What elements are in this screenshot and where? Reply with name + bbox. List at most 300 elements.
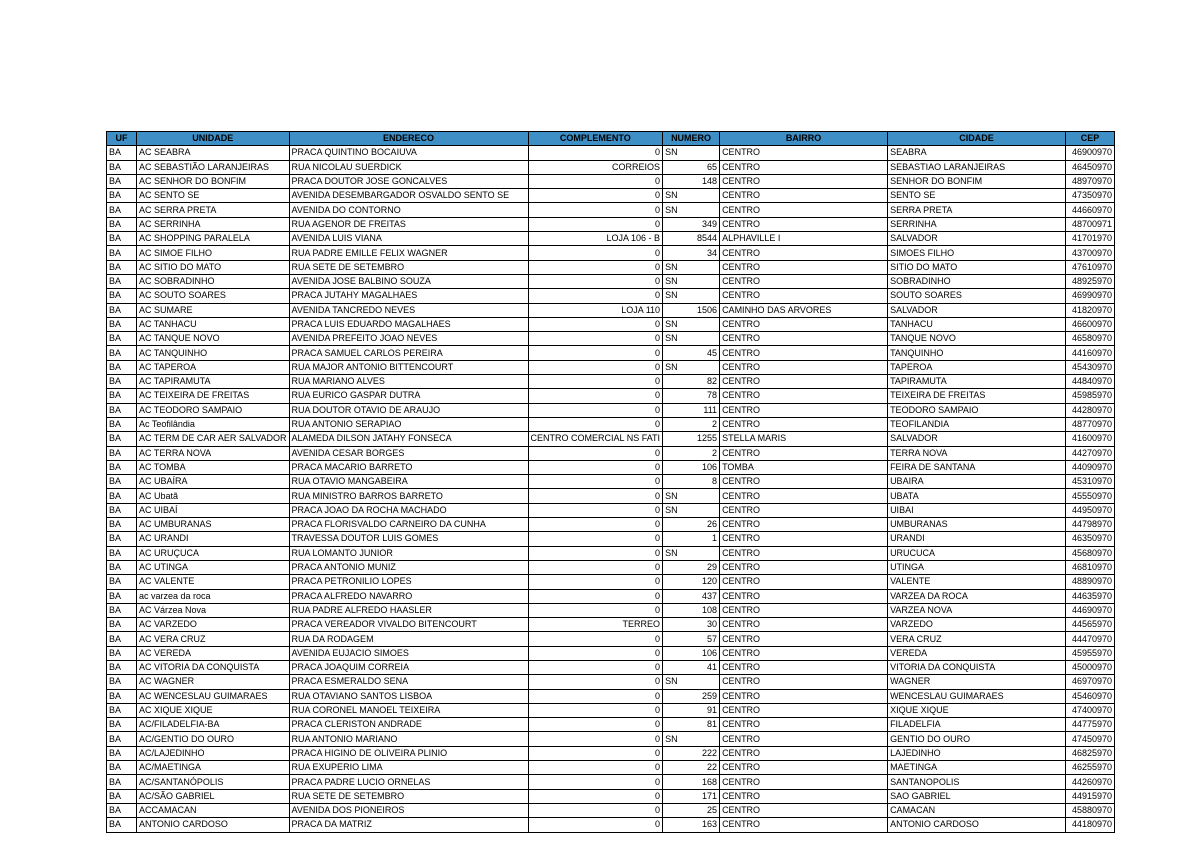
cell-unidade: AC SENTO SE [137,189,290,203]
cell-complemento: 0 [528,675,663,689]
cell-complemento: 0 [528,632,663,646]
cell-complemento: CORREIOS [528,160,663,174]
cell-endereco: RUA MARIANO ALVES [289,375,528,389]
cell-unidade: AC TANQUINHO [137,346,290,360]
cell-complemento: LOJA 106 - B [528,232,663,246]
cell-complemento: 0 [528,346,663,360]
cell-complemento: 0 [528,603,663,617]
cell-cidade: VEREDA [888,646,1066,660]
cell-endereco: AVENIDA LUIS VIANA [289,232,528,246]
cell-uf: BA [107,775,137,789]
cell-endereco: RUA DOUTOR OTAVIO DE ARAUJO [289,403,528,417]
table-row [107,274,1115,288]
cell-complemento: 0 [528,546,663,560]
cell-unidade: AC/SÃO GABRIEL [137,789,290,803]
cell-cidade: SALVADOR [888,303,1066,317]
cell-complemento: 0 [528,660,663,674]
cell-complemento: 0 [528,818,663,832]
cell-unidade: AC URANDI [137,532,290,546]
cell-bairro: CENTRO [720,518,888,532]
table-row [107,389,1115,403]
cell-cidade: SAO GABRIEL [888,789,1066,803]
cell-cep: 45460970 [1066,689,1115,703]
cell-endereco: PRACA HIGINO DE OLIVEIRA PLINIO [289,746,528,760]
cell-numero: 222 [663,746,720,760]
cell-unidade: AC UTINGA [137,560,290,574]
cell-bairro: CENTRO [720,575,888,589]
table-row [107,718,1115,732]
cell-complemento: 0 [528,246,663,260]
cell-endereco: RUA LOMANTO JUNIOR [289,546,528,560]
cell-endereco: PRACA PETRONILIO LOPES [289,575,528,589]
cell-cidade: SOBRADINHO [888,274,1066,288]
cell-endereco: PRACA MACARIO BARRETO [289,460,528,474]
cell-uf: BA [107,232,137,246]
cell-cep: 46450970 [1066,160,1115,174]
cell-cidade: FILADELFIA [888,718,1066,732]
table-body [107,146,1115,832]
cell-endereco: RUA ANTONIO MARIANO [289,732,528,746]
cell-bairro: CENTRO [720,274,888,288]
cell-uf: BA [107,560,137,574]
cell-unidade: AC SOBRADINHO [137,274,290,288]
cell-uf: BA [107,432,137,446]
cell-endereco: RUA NICOLAU SUERDICK [289,160,528,174]
cell-uf: BA [107,718,137,732]
cell-bairro: CENTRO [720,160,888,174]
cell-bairro: CENTRO [720,818,888,832]
cell-uf: BA [107,189,137,203]
cell-cidade: SITIO DO MATO [888,260,1066,274]
cell-complemento: 0 [528,503,663,517]
column-header-unidade: UNIDADE [137,132,290,146]
cell-cep: 44660970 [1066,203,1115,217]
cell-bairro: CENTRO [720,174,888,188]
cell-cidade: SERRA PRETA [888,203,1066,217]
cell-complemento: 0 [528,803,663,817]
cell-bairro: CENTRO [720,403,888,417]
cell-complemento: 0 [528,475,663,489]
cell-numero: 26 [663,518,720,532]
cell-cep: 46970970 [1066,675,1115,689]
cell-cep: 45310970 [1066,475,1115,489]
cell-numero: SN [663,732,720,746]
cell-cep: 47350970 [1066,189,1115,203]
cell-cidade: SALVADOR [888,432,1066,446]
cell-unidade: AC SENHOR DO BONFIM [137,174,290,188]
cell-complemento: 0 [528,718,663,732]
table-row [107,789,1115,803]
cell-complemento: 0 [528,689,663,703]
cell-unidade: AC UIBAÍ [137,503,290,517]
table-row [107,803,1115,817]
cell-complemento: 0 [528,589,663,603]
cell-cep: 44775970 [1066,718,1115,732]
cell-cep: 48970970 [1066,174,1115,188]
table-row [107,675,1115,689]
table-row [107,560,1115,574]
cell-bairro: CENTRO [720,775,888,789]
cell-complemento: 0 [528,217,663,231]
cell-uf: BA [107,803,137,817]
cell-uf: BA [107,360,137,374]
cell-unidade: AC TOMBA [137,460,290,474]
cell-uf: BA [107,317,137,331]
cell-cidade: TANHACU [888,317,1066,331]
cell-cep: 44470970 [1066,632,1115,646]
cell-numero: SN [663,489,720,503]
cell-bairro: CENTRO [720,560,888,574]
table-row [107,446,1115,460]
cell-endereco: PRACA ANTONIO MUNIZ [289,560,528,574]
cell-endereco: AVENIDA JOSE BALBINO SOUZA [289,274,528,288]
table-row [107,246,1115,260]
cell-cidade: UBATA [888,489,1066,503]
cell-cidade: SALVADOR [888,232,1066,246]
cell-endereco: PRACA LUIS EDUARDO MAGALHAES [289,317,528,331]
cell-uf: BA [107,174,137,188]
table-row [107,475,1115,489]
cell-cidade: WAGNER [888,675,1066,689]
cell-unidade: ACCAMACAN [137,803,290,817]
cell-unidade: AC Várzea Nova [137,603,290,617]
cell-uf: BA [107,746,137,760]
cell-unidade: AC UBAÍRA [137,475,290,489]
cell-numero: 91 [663,703,720,717]
cell-cep: 44950970 [1066,503,1115,517]
cell-bairro: CENTRO [720,375,888,389]
cell-bairro: CENTRO [720,746,888,760]
cell-uf: BA [107,460,137,474]
cell-unidade: AC TANHACU [137,317,290,331]
cell-endereco: AVENIDA CESAR BORGES [289,446,528,460]
cell-cidade: WENCESLAU GUIMARAES [888,689,1066,703]
cell-cep: 46580970 [1066,332,1115,346]
cell-bairro: CAMINHO DAS ARVORES [720,303,888,317]
table-row [107,489,1115,503]
cell-uf: BA [107,603,137,617]
cell-unidade: AC UMBURANAS [137,518,290,532]
cell-uf: BA [107,789,137,803]
cell-endereco: RUA MAJOR ANTONIO BITTENCOURT [289,360,528,374]
cell-numero: 1506 [663,303,720,317]
cell-endereco: PRACA JUTAHY MAGALHAES [289,289,528,303]
cell-unidade: AC TAPIRAMUTA [137,375,290,389]
cell-numero: 437 [663,589,720,603]
cell-cidade: SIMOES FILHO [888,246,1066,260]
cell-numero: 78 [663,389,720,403]
table-row [107,160,1115,174]
cell-unidade: AC/MAETINGA [137,761,290,775]
cell-uf: BA [107,818,137,832]
table-row [107,575,1115,589]
cell-unidade: AC SUMARE [137,303,290,317]
cell-cidade: TEODORO SAMPAIO [888,403,1066,417]
cell-numero: 22 [663,761,720,775]
cell-cidade: MAETINGA [888,761,1066,775]
cell-cidade: TANQUINHO [888,346,1066,360]
cell-unidade: ac varzea da roca [137,589,290,603]
cell-bairro: STELLA MARIS [720,432,888,446]
cell-cidade: FEIRA DE SANTANA [888,460,1066,474]
column-header-numero: NUMERO [663,132,720,146]
cell-bairro: CENTRO [720,503,888,517]
cell-complemento: 0 [528,146,663,160]
cell-cidade: URUCUCA [888,546,1066,560]
cell-complemento: 0 [528,789,663,803]
cell-uf: BA [107,518,137,532]
cell-endereco: PRACA PADRE LUCIO ORNELAS [289,775,528,789]
cell-unidade: AC VERA CRUZ [137,632,290,646]
cell-numero: 106 [663,460,720,474]
cell-complemento: 0 [528,761,663,775]
cell-bairro: CENTRO [720,646,888,660]
cell-cidade: SENTO SE [888,189,1066,203]
cell-complemento: 0 [528,375,663,389]
cell-numero: SN [663,503,720,517]
cell-endereco: RUA SETE DE SETEMBRO [289,789,528,803]
cell-cidade: VARZEA DA ROCA [888,589,1066,603]
cell-numero: SN [663,289,720,303]
cell-numero: 8 [663,475,720,489]
cell-unidade: AC VALENTE [137,575,290,589]
cell-bairro: CENTRO [720,246,888,260]
cell-unidade: AC SIMOE FILHO [137,246,290,260]
cell-uf: BA [107,618,137,632]
cell-cep: 44090970 [1066,460,1115,474]
cell-bairro: ALPHAVILLE I [720,232,888,246]
cell-cidade: VITORIA DA CONQUISTA [888,660,1066,674]
cell-bairro: CENTRO [720,632,888,646]
cell-endereco: RUA PADRE EMILLE FELIX WAGNER [289,246,528,260]
cell-unidade: AC URUÇUCA [137,546,290,560]
cell-endereco: PRACA VEREADOR VIVALDO BITENCOURT [289,618,528,632]
cell-cep: 47610970 [1066,260,1115,274]
cell-bairro: CENTRO [720,360,888,374]
table-row [107,417,1115,431]
cell-complemento: 0 [528,403,663,417]
table-row [107,217,1115,231]
address-table [106,131,1115,833]
cell-numero: SN [663,675,720,689]
cell-numero: 57 [663,632,720,646]
column-header-cidade: CIDADE [888,132,1066,146]
cell-numero: 30 [663,618,720,632]
cell-cidade: LAJEDINHO [888,746,1066,760]
table-row [107,203,1115,217]
cell-endereco: RUA OTAVIANO SANTOS LISBOA [289,689,528,703]
cell-numero: 111 [663,403,720,417]
cell-bairro: CENTRO [720,689,888,703]
cell-unidade: AC TERM DE CAR AER SALVADOR [137,432,290,446]
cell-cep: 46810970 [1066,560,1115,574]
cell-cep: 44690970 [1066,603,1115,617]
table-row [107,703,1115,717]
cell-bairro: CENTRO [720,260,888,274]
cell-numero: SN [663,189,720,203]
cell-uf: BA [107,532,137,546]
cell-numero: 82 [663,375,720,389]
cell-unidade: AC VARZEDO [137,618,290,632]
cell-cep: 47400970 [1066,703,1115,717]
cell-uf: BA [107,489,137,503]
cell-endereco: RUA CORONEL MANOEL TEIXEIRA [289,703,528,717]
cell-bairro: CENTRO [720,589,888,603]
cell-numero: 25 [663,803,720,817]
cell-cep: 47450970 [1066,732,1115,746]
cell-endereco: TRAVESSA DOUTOR LUIS GOMES [289,532,528,546]
cell-cep: 44840970 [1066,375,1115,389]
cell-numero: 106 [663,646,720,660]
cell-complemento: 0 [528,274,663,288]
cell-uf: BA [107,346,137,360]
cell-bairro: CENTRO [720,789,888,803]
cell-endereco: AVENIDA PREFEITO JOAO NEVES [289,332,528,346]
cell-endereco: RUA PADRE ALFREDO HAASLER [289,603,528,617]
cell-bairro: CENTRO [720,675,888,689]
cell-unidade: AC VEREDA [137,646,290,660]
cell-cep: 46990970 [1066,289,1115,303]
cell-cidade: URANDI [888,532,1066,546]
column-header-endereco: ENDERECO [289,132,528,146]
cell-cidade: SEABRA [888,146,1066,160]
cell-numero: 108 [663,603,720,617]
table-row [107,818,1115,832]
cell-unidade: AC/LAJEDINHO [137,746,290,760]
cell-complemento: 0 [528,775,663,789]
table-row [107,660,1115,674]
cell-numero: 168 [663,775,720,789]
table-row [107,503,1115,517]
cell-uf: BA [107,689,137,703]
cell-bairro: CENTRO [720,703,888,717]
cell-complemento: 0 [528,360,663,374]
cell-numero: SN [663,317,720,331]
table-row [107,360,1115,374]
cell-cidade: VARZEDO [888,618,1066,632]
cell-complemento: TERREO [528,618,663,632]
cell-complemento: 0 [528,260,663,274]
cell-uf: BA [107,260,137,274]
table-row [107,332,1115,346]
cell-bairro: TOMBA [720,460,888,474]
cell-endereco: ALAMEDA DILSON JATAHY FONSECA [289,432,528,446]
cell-numero: 34 [663,246,720,260]
cell-unidade: AC/FILADELFIA-BA [137,718,290,732]
cell-bairro: CENTRO [720,732,888,746]
cell-unidade: AC TEIXEIRA DE FREITAS [137,389,290,403]
header-row [107,132,1115,146]
cell-unidade: AC WENCESLAU GUIMARAES [137,689,290,703]
cell-bairro: CENTRO [720,289,888,303]
table-row [107,174,1115,188]
table-row [107,317,1115,331]
cell-cidade: TEIXEIRA DE FREITAS [888,389,1066,403]
cell-cep: 45430970 [1066,360,1115,374]
cell-cep: 44915970 [1066,789,1115,803]
cell-bairro: CENTRO [720,389,888,403]
cell-endereco: AVENIDA TANCREDO NEVES [289,303,528,317]
cell-cep: 45955970 [1066,646,1115,660]
cell-cidade: SEBASTIAO LARANJEIRAS [888,160,1066,174]
column-header-uf: UF [107,132,137,146]
column-header-cep: CEP [1066,132,1115,146]
cell-unidade: AC SITIO DO MATO [137,260,290,274]
cell-unidade: AC TANQUE NOVO [137,332,290,346]
cell-bairro: CENTRO [720,761,888,775]
table-row [107,632,1115,646]
table-row [107,546,1115,560]
cell-unidade: AC/GENTIO DO OURO [137,732,290,746]
cell-bairro: CENTRO [720,660,888,674]
cell-cep: 45985970 [1066,389,1115,403]
cell-uf: BA [107,761,137,775]
cell-complemento: CENTRO COMERCIAL NS FATI [528,432,663,446]
table-row [107,346,1115,360]
cell-numero: 1255 [663,432,720,446]
cell-numero: 2 [663,446,720,460]
cell-cidade: UTINGA [888,560,1066,574]
table-row [107,403,1115,417]
cell-uf: BA [107,274,137,288]
cell-complemento: LOJA 110 [528,303,663,317]
cell-bairro: CENTRO [720,417,888,431]
cell-uf: BA [107,289,137,303]
table-row [107,603,1115,617]
cell-bairro: CENTRO [720,603,888,617]
cell-complemento: 0 [528,174,663,188]
cell-uf: BA [107,403,137,417]
cell-complemento: 0 [528,646,663,660]
cell-uf: BA [107,703,137,717]
cell-unidade: Ac Teofilândia [137,417,290,431]
cell-unidade: AC XIQUE XIQUE [137,703,290,717]
cell-endereco: PRACA JOAQUIM CORREIA [289,660,528,674]
cell-complemento: 0 [528,189,663,203]
cell-complemento: 0 [528,560,663,574]
cell-cep: 45550970 [1066,489,1115,503]
cell-numero: 65 [663,160,720,174]
cell-complemento: 0 [528,703,663,717]
cell-uf: BA [107,160,137,174]
cell-bairro: CENTRO [720,203,888,217]
cell-cidade: ANTONIO CARDOSO [888,818,1066,832]
table-row [107,689,1115,703]
cell-endereco: RUA DA RODAGEM [289,632,528,646]
cell-cep: 45680970 [1066,546,1115,560]
cell-endereco: RUA AGENOR DE FREITAS [289,217,528,231]
cell-complemento: 0 [528,746,663,760]
cell-unidade: AC Ubatã [137,489,290,503]
cell-complemento: 0 [528,446,663,460]
cell-cep: 41820970 [1066,303,1115,317]
cell-uf: BA [107,632,137,646]
cell-bairro: CENTRO [720,546,888,560]
cell-numero: SN [663,260,720,274]
cell-cidade: GENTIO DO OURO [888,732,1066,746]
table-row [107,289,1115,303]
cell-endereco: RUA OTAVIO MANGABEIRA [289,475,528,489]
table-row [107,589,1115,603]
cell-numero: 259 [663,689,720,703]
cell-uf: BA [107,417,137,431]
cell-numero: 45 [663,346,720,360]
cell-unidade: AC SERRA PRETA [137,203,290,217]
cell-numero: 349 [663,217,720,231]
cell-complemento: 0 [528,518,663,532]
cell-cep: 46900970 [1066,146,1115,160]
cell-cep: 44635970 [1066,589,1115,603]
